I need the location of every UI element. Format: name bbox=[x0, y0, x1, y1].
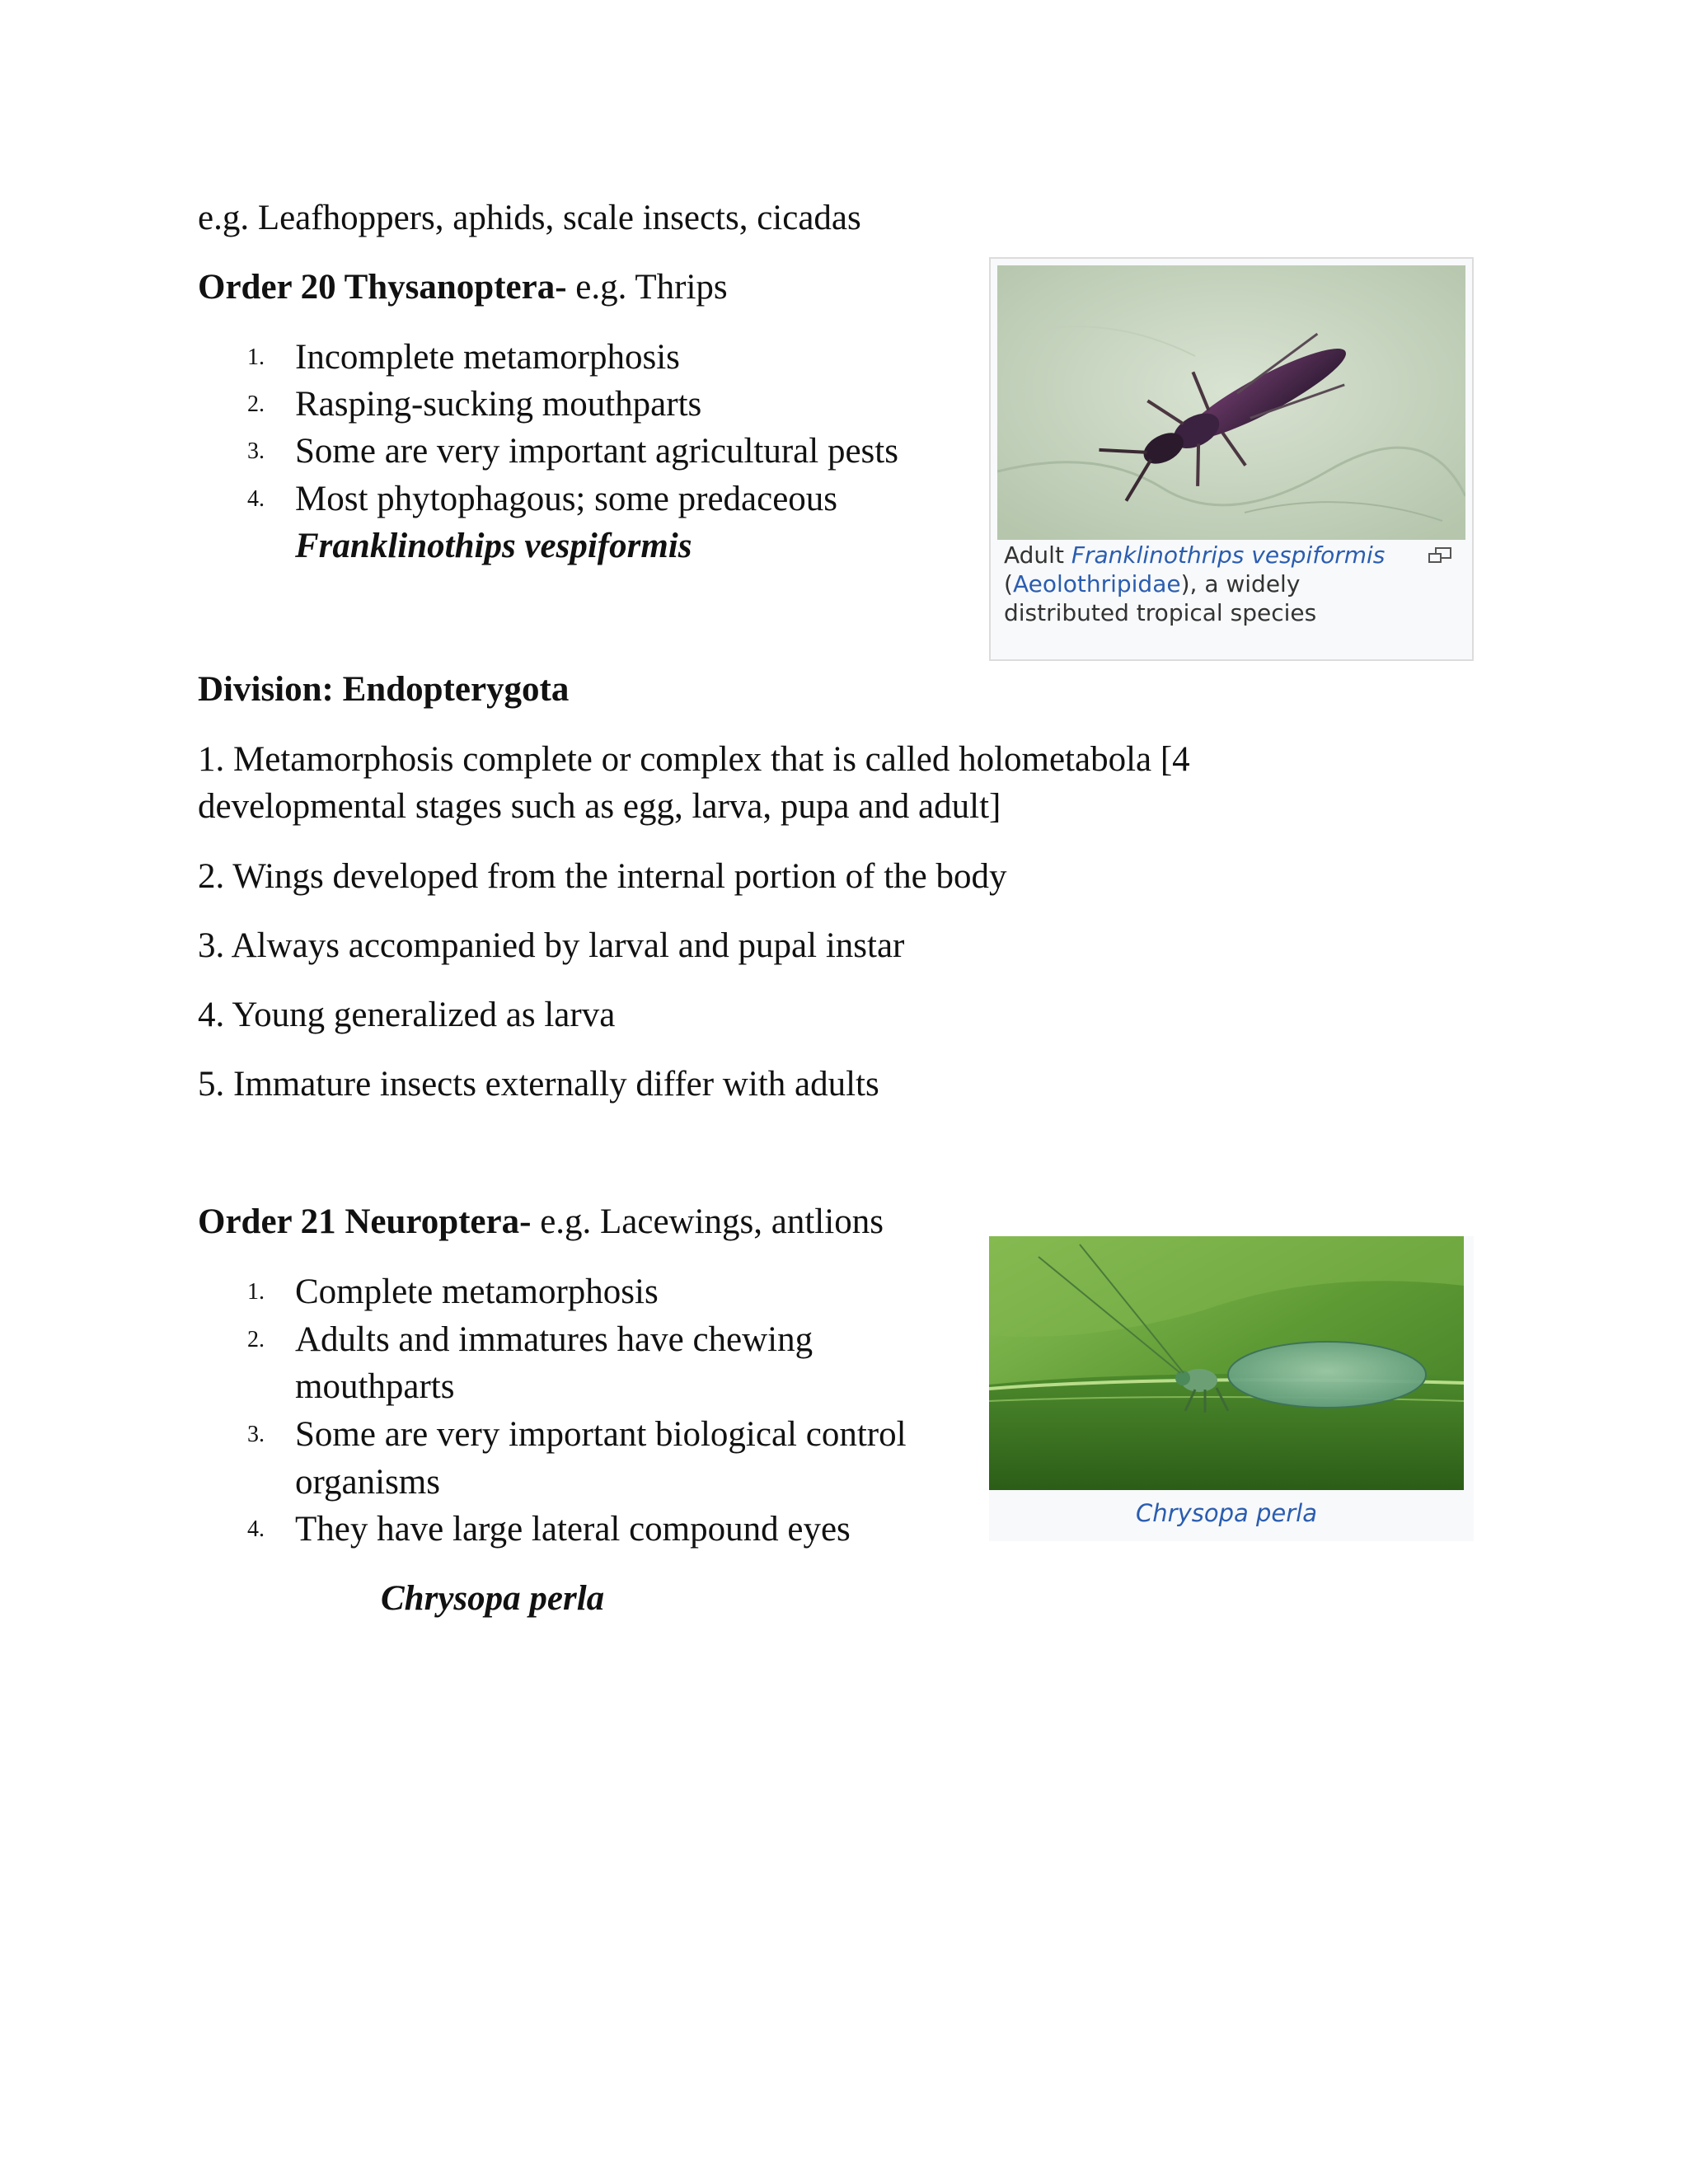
order20-examples: e.g. Thrips bbox=[566, 268, 728, 307]
list-number: 1. bbox=[247, 1279, 265, 1305]
list-item-text-continued: organisms bbox=[295, 1463, 440, 1502]
list-number: 2. bbox=[247, 391, 265, 417]
lacewing-photo bbox=[989, 1236, 1464, 1490]
division-point: 1. Metamorphosis complete or complex that is called holometabola [4 bbox=[198, 740, 1190, 779]
order20-heading: Order 20 Thysanoptera- bbox=[198, 268, 567, 307]
list-number: 3. bbox=[247, 438, 265, 464]
thrips-caption bbox=[1004, 541, 1432, 627]
lacewing-figure bbox=[989, 1236, 1474, 1541]
list-item-text: Some are very important agricultural pests bbox=[295, 432, 898, 471]
list-item-text-continued: mouthparts bbox=[295, 1367, 455, 1406]
list-number: 1. bbox=[247, 344, 265, 370]
order21-heading-line bbox=[198, 1198, 884, 1246]
order21-examples: e.g. Lacewings, antlions bbox=[531, 1202, 884, 1241]
division-point: 2. Wings developed from the internal portion of the body bbox=[198, 857, 1007, 896]
list-number: 4. bbox=[247, 486, 265, 512]
division-point-continued: developmental stages such as egg, larva, pupa and adult] bbox=[198, 787, 1001, 826]
list-item-text: Complete metamorphosis bbox=[295, 1272, 659, 1311]
caption-suffix: ), a widely distributed tropical species bbox=[1004, 570, 1317, 626]
list-item-text: Adults and immatures have chewing bbox=[295, 1320, 814, 1359]
lacewing-caption: Chrysopa perla bbox=[1136, 1499, 1317, 1527]
thrips-figure bbox=[989, 257, 1474, 661]
order20-heading-line bbox=[198, 264, 728, 312]
caption-prefix: Adult bbox=[1004, 541, 1071, 569]
list-number: 4. bbox=[247, 1516, 265, 1542]
list-item-text: Some are very important biological control bbox=[295, 1415, 907, 1454]
list-item-text: Incomplete metamorphosis bbox=[295, 338, 680, 377]
list-item-text: Rasping-sucking mouthparts bbox=[295, 385, 702, 424]
caption-mid: ( bbox=[1004, 570, 1013, 598]
thrips-photo bbox=[997, 265, 1465, 540]
division-point: 5. Immature insects externally differ with adults bbox=[198, 1065, 879, 1104]
order20-species-name: Franklinothips vespiformis bbox=[295, 527, 692, 565]
list-number: 2. bbox=[247, 1327, 265, 1352]
caption-species-link[interactable]: Franklinothrips vespiformis bbox=[1071, 541, 1386, 569]
division-point: 4. Young generalized as larva bbox=[198, 996, 616, 1034]
division-heading: Division: Endopterygota bbox=[198, 670, 570, 709]
order21-species-name: Chrysopa perla bbox=[381, 1579, 605, 1618]
intro-examples-line: e.g. Leafhoppers, aphids, scale insects, cicadas bbox=[198, 199, 861, 237]
division-point: 3. Always accompanied by larval and pupal instar bbox=[198, 926, 905, 965]
order21-heading: Order 21 Neuroptera- bbox=[198, 1202, 532, 1241]
list-item-text: Most phytophagous; some predaceous bbox=[295, 480, 838, 518]
list-number: 3. bbox=[247, 1422, 265, 1447]
caption-family-link[interactable]: Aeolothripidae bbox=[1012, 570, 1181, 598]
list-item-text: They have large lateral compound eyes bbox=[295, 1510, 851, 1549]
